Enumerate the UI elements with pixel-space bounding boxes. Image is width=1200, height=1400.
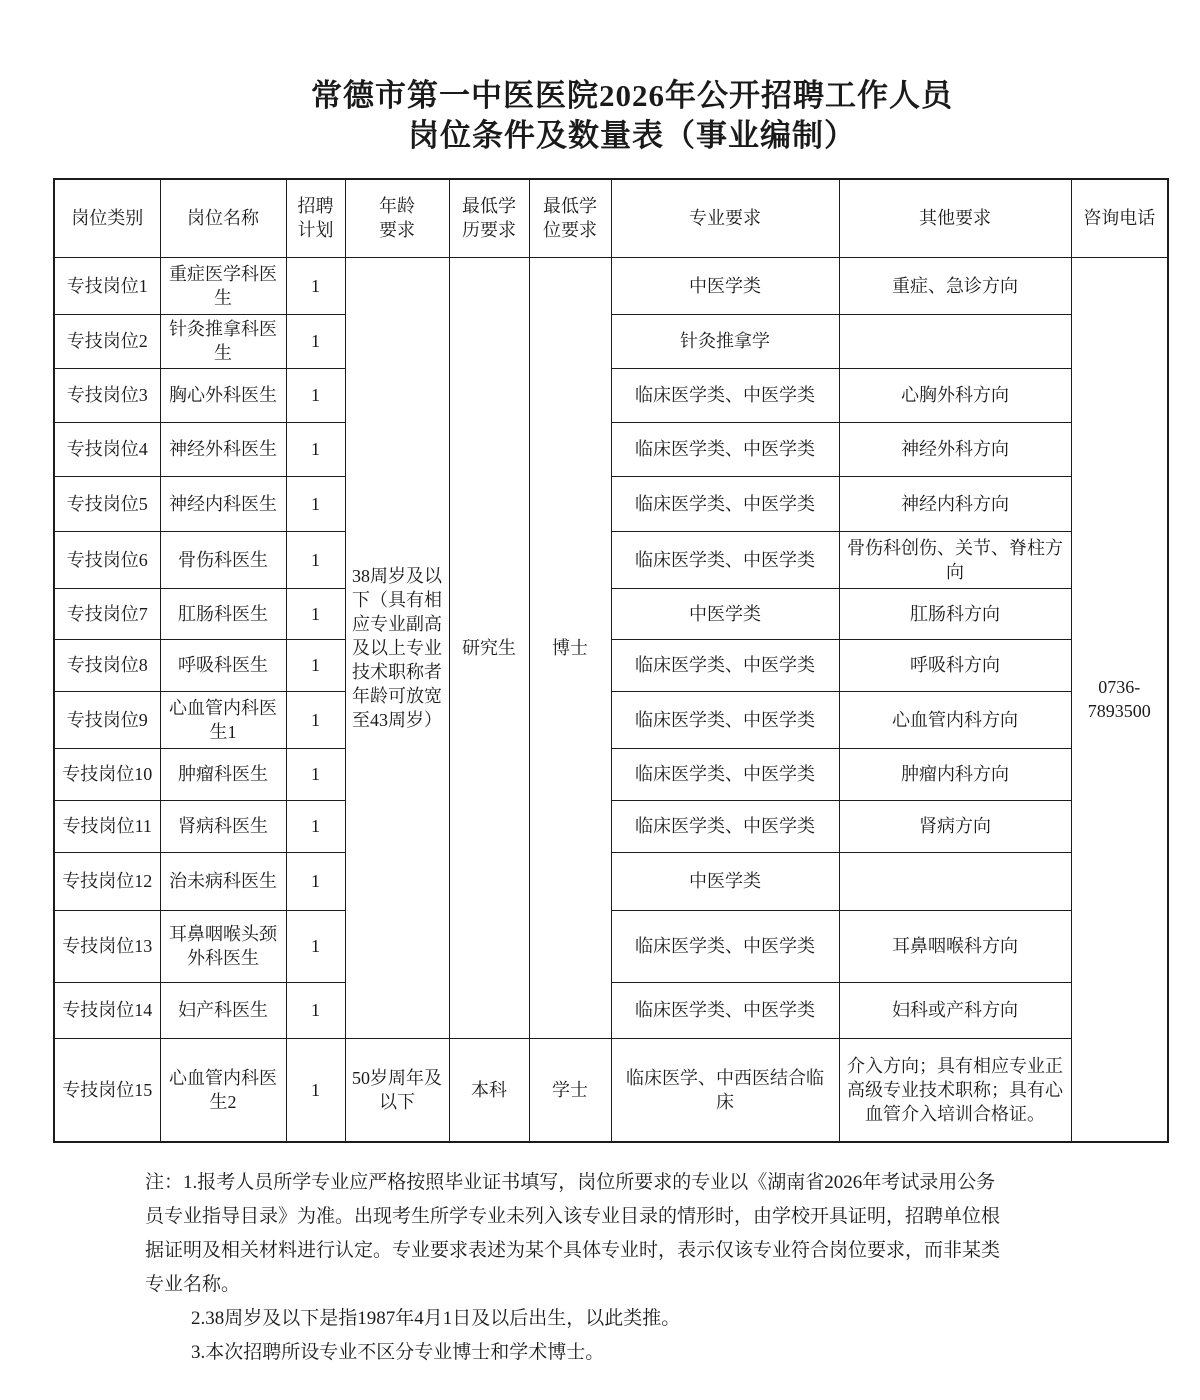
cell-count: 1 bbox=[286, 314, 345, 368]
cell-name: 妇产科医生 bbox=[160, 982, 286, 1038]
table-row bbox=[54, 1038, 1168, 1142]
table-row bbox=[54, 257, 1168, 314]
cell-other bbox=[839, 852, 1071, 910]
cell-min-degree: 学士 bbox=[529, 1038, 611, 1142]
header-min-edu: 最低学历要求 bbox=[449, 179, 529, 257]
cell-count: 1 bbox=[286, 531, 345, 588]
table-row bbox=[54, 748, 1168, 800]
cell-count: 1 bbox=[286, 982, 345, 1038]
table-row bbox=[54, 691, 1168, 748]
cell-age-merged: 38周岁及以下（具有相应专业副高及以上专业技术职称者年龄可放宽至43周岁） bbox=[345, 257, 449, 1038]
cell-category: 专技岗位14 bbox=[54, 982, 160, 1038]
cell-other: 耳鼻咽喉科方向 bbox=[839, 910, 1071, 982]
cell-min-edu: 本科 bbox=[449, 1038, 529, 1142]
cell-major: 临床医学类、中医学类 bbox=[611, 748, 839, 800]
cell-category: 专技岗位13 bbox=[54, 910, 160, 982]
cell-name: 耳鼻咽喉头颈外科医生 bbox=[160, 910, 286, 982]
header-name: 岗位名称 bbox=[160, 179, 286, 257]
note-line-4: 专业名称。 bbox=[145, 1274, 241, 1295]
document-title bbox=[0, 76, 1200, 156]
cell-count: 1 bbox=[286, 910, 345, 982]
cell-name: 肿瘤科医生 bbox=[160, 748, 286, 800]
cell-name: 心血管内科医生2 bbox=[160, 1038, 286, 1142]
note-line-6: 3.本次招聘所设专业不区分专业博士和学术博士。 bbox=[191, 1342, 605, 1363]
cell-category: 专技岗位12 bbox=[54, 852, 160, 910]
table-row bbox=[54, 639, 1168, 691]
cell-count: 1 bbox=[286, 588, 345, 639]
cell-other: 肿瘤内科方向 bbox=[839, 748, 1071, 800]
cell-category: 专技岗位11 bbox=[54, 800, 160, 852]
cell-other: 妇科或产科方向 bbox=[839, 982, 1071, 1038]
cell-major: 临床医学类、中医学类 bbox=[611, 476, 839, 531]
cell-count: 1 bbox=[286, 422, 345, 476]
cell-name: 肾病科医生 bbox=[160, 800, 286, 852]
cell-other: 肾病方向 bbox=[839, 800, 1071, 852]
note-line-3: 据证明及相关材料进行认定。专业要求表述为某个具体专业时，表示仅该专业符合岗位要求，而非某类 bbox=[145, 1240, 1001, 1261]
header-category: 岗位类别 bbox=[54, 179, 160, 257]
header-phone: 咨询电话 bbox=[1071, 179, 1168, 257]
table-row bbox=[54, 368, 1168, 422]
cell-count: 1 bbox=[286, 691, 345, 748]
header-major: 专业要求 bbox=[611, 179, 839, 257]
cell-count: 1 bbox=[286, 257, 345, 314]
cell-count: 1 bbox=[286, 639, 345, 691]
cell-min-edu-merged: 研究生 bbox=[449, 257, 529, 1038]
table-header-row bbox=[54, 179, 1168, 257]
cell-name: 骨伤科医生 bbox=[160, 531, 286, 588]
cell-other: 重症、急诊方向 bbox=[839, 257, 1071, 314]
note-line-5: 2.38周岁及以下是指1987年4月1日及以后出生，以此类推。 bbox=[191, 1308, 681, 1329]
table-row bbox=[54, 852, 1168, 910]
cell-other: 心胸外科方向 bbox=[839, 368, 1071, 422]
table-row bbox=[54, 910, 1168, 982]
cell-major: 临床医学类、中医学类 bbox=[611, 910, 839, 982]
cell-other bbox=[839, 314, 1071, 368]
cell-count: 1 bbox=[286, 1038, 345, 1142]
table-row bbox=[54, 314, 1168, 368]
table-row bbox=[54, 531, 1168, 588]
table-row bbox=[54, 982, 1168, 1038]
title-line-2: 岗位条件及数量表（事业编制） bbox=[408, 118, 856, 153]
table-row bbox=[54, 800, 1168, 852]
cell-major: 临床医学类、中医学类 bbox=[611, 691, 839, 748]
cell-name: 神经外科医生 bbox=[160, 422, 286, 476]
recruitment-table bbox=[53, 178, 1169, 1143]
cell-other: 神经内科方向 bbox=[839, 476, 1071, 531]
header-other: 其他要求 bbox=[839, 179, 1071, 257]
cell-major: 中医学类 bbox=[611, 588, 839, 639]
cell-count: 1 bbox=[286, 748, 345, 800]
note-line-1: 注：1.报考人员所学专业应严格按照毕业证书填写，岗位所要求的专业以《湖南省2026年考试录用公务 bbox=[145, 1172, 996, 1193]
cell-min-degree-merged: 博士 bbox=[529, 257, 611, 1038]
cell-major: 临床医学、中西医结合临床 bbox=[611, 1038, 839, 1142]
cell-category: 专技岗位10 bbox=[54, 748, 160, 800]
cell-category: 专技岗位6 bbox=[54, 531, 160, 588]
cell-major: 临床医学类、中医学类 bbox=[611, 982, 839, 1038]
cell-name: 心血管内科医生1 bbox=[160, 691, 286, 748]
cell-major: 中医学类 bbox=[611, 852, 839, 910]
cell-major: 临床医学类、中医学类 bbox=[611, 800, 839, 852]
cell-phone-merged: 0736-7893500 bbox=[1071, 257, 1168, 1142]
header-age: 年龄要求 bbox=[345, 179, 449, 257]
note-line-2: 员专业指导目录》为准。出现考生所学专业未列入该专业目录的情形时，由学校开具证明，招聘单位根 bbox=[145, 1206, 1001, 1227]
cell-name: 胸心外科医生 bbox=[160, 368, 286, 422]
cell-category: 专技岗位8 bbox=[54, 639, 160, 691]
cell-name: 针灸推拿科医生 bbox=[160, 314, 286, 368]
cell-other: 呼吸科方向 bbox=[839, 639, 1071, 691]
cell-major: 临床医学类、中医学类 bbox=[611, 639, 839, 691]
cell-name: 治未病科医生 bbox=[160, 852, 286, 910]
cell-name: 神经内科医生 bbox=[160, 476, 286, 531]
cell-age: 50岁周年及以下 bbox=[345, 1038, 449, 1142]
cell-name: 重症医学科医生 bbox=[160, 257, 286, 314]
cell-category: 专技岗位2 bbox=[54, 314, 160, 368]
cell-major: 中医学类 bbox=[611, 257, 839, 314]
cell-name: 呼吸科医生 bbox=[160, 639, 286, 691]
cell-category: 专技岗位3 bbox=[54, 368, 160, 422]
header-count: 招聘计划 bbox=[286, 179, 345, 257]
cell-category: 专技岗位5 bbox=[54, 476, 160, 531]
cell-name: 肛肠科医生 bbox=[160, 588, 286, 639]
cell-major: 临床医学类、中医学类 bbox=[611, 368, 839, 422]
cell-category: 专技岗位15 bbox=[54, 1038, 160, 1142]
title-line-1: 常德市第一中医医院2026年公开招聘工作人员 bbox=[311, 78, 953, 113]
cell-count: 1 bbox=[286, 368, 345, 422]
table-row bbox=[54, 476, 1168, 531]
cell-other: 心血管内科方向 bbox=[839, 691, 1071, 748]
cell-other: 骨伤科创伤、关节、脊柱方向 bbox=[839, 531, 1071, 588]
cell-category: 专技岗位4 bbox=[54, 422, 160, 476]
cell-major: 临床医学类、中医学类 bbox=[611, 422, 839, 476]
cell-count: 1 bbox=[286, 476, 345, 531]
cell-count: 1 bbox=[286, 852, 345, 910]
header-min-degree: 最低学位要求 bbox=[529, 179, 611, 257]
cell-other: 介入方向；具有相应专业正高级专业技术职称；具有心血管介入培训合格证。 bbox=[839, 1038, 1071, 1142]
cell-category: 专技岗位1 bbox=[54, 257, 160, 314]
cell-category: 专技岗位7 bbox=[54, 588, 160, 639]
table-row bbox=[54, 422, 1168, 476]
table-row bbox=[54, 588, 1168, 639]
cell-major: 临床医学类、中医学类 bbox=[611, 531, 839, 588]
cell-count: 1 bbox=[286, 800, 345, 852]
cell-category: 专技岗位9 bbox=[54, 691, 160, 748]
cell-other: 肛肠科方向 bbox=[839, 588, 1071, 639]
footnotes bbox=[145, 1166, 1149, 1370]
cell-other: 神经外科方向 bbox=[839, 422, 1071, 476]
cell-major: 针灸推拿学 bbox=[611, 314, 839, 368]
